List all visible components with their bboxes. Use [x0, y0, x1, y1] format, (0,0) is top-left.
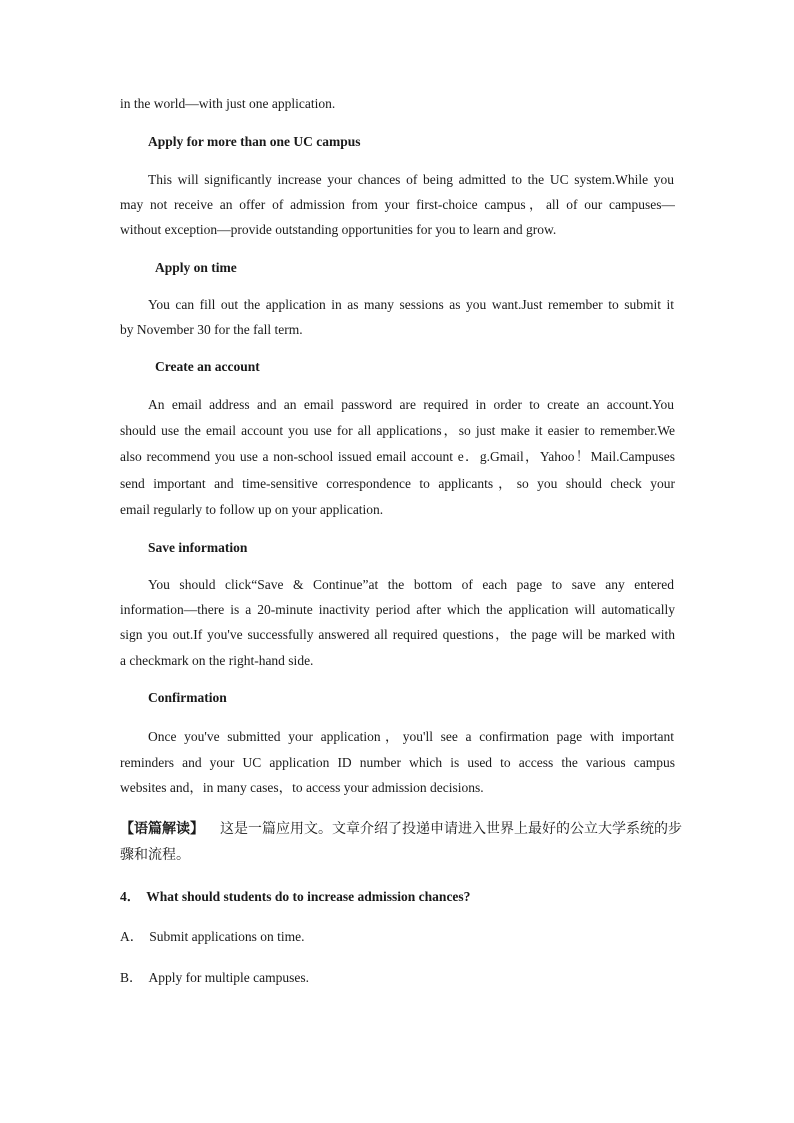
paragraph-line: without exception—provide outstanding opportunities for you to learn and grow.	[120, 222, 557, 237]
section-heading-save: Save information	[148, 540, 248, 555]
paragraph-line: by November 30 for the fall term.	[120, 322, 303, 337]
section-heading-confirmation: Confirmation	[148, 690, 227, 705]
option-a	[120, 928, 305, 946]
paragraph-line: You should click“Save & Continue”at the bottom of each page to save any entered	[148, 577, 674, 592]
section-heading-account: Create an account	[155, 359, 260, 374]
paragraph-line: email regularly to follow up on your application.	[120, 502, 384, 517]
paragraph-line: This will significantly increase your chances of being admitted to the UC system.While you	[148, 172, 674, 187]
paragraph-line: a checkmark on the right-hand side.	[120, 653, 314, 668]
section-heading-on-time: Apply on time	[155, 260, 237, 275]
paragraph-line: may not receive an offer of admission from your first-choice campus，all of our campuses—	[120, 197, 675, 212]
paragraph-line: You can fill out the application in as many sessions as you want.Just remember to submit it	[148, 297, 674, 312]
analysis-tag: 【语篇解读】	[120, 821, 204, 837]
option-letter: B．	[120, 970, 143, 985]
question-text: What should students do to increase admission chances?	[146, 889, 471, 904]
paragraph-line: An email address and an email password are required in order to create an account.You	[148, 397, 674, 412]
paragraph-line: reminders and your UC application ID number which is used to access the various campus	[120, 755, 675, 770]
analysis-text-cont: 骤和流程。	[120, 847, 190, 863]
paragraph-line: should use the email account you use for all applications，so just make it easier to remember.We	[120, 423, 675, 438]
question-number: 4．	[120, 889, 141, 904]
analysis-text: 这是一篇应用文。文章介绍了投递申请进入世界上最好的公立大学系统的步	[220, 821, 682, 837]
question-4	[120, 888, 470, 906]
paragraph-line: also recommend you use a non-school issued email account e．g.Gmail，Yahoo！Mail.Campuses	[120, 449, 675, 464]
paragraph-line: websites and，in many cases，to access your admission decisions.	[120, 780, 484, 795]
option-letter: A．	[120, 929, 144, 944]
paragraph-line: send important and time-sensitive correspondence to applicants，so you should check your	[120, 476, 675, 491]
option-b	[120, 969, 309, 987]
paragraph-line: sign you out.If you've successfully answered all required questions，the page will be marked with	[120, 627, 675, 642]
paragraph-line: Once you've submitted your application，you'll see a confirmation page with important	[148, 729, 674, 744]
option-text: Submit applications on time.	[149, 929, 305, 944]
analysis-block	[120, 820, 682, 838]
section-heading-campuses: Apply for more than one UC campus	[148, 134, 361, 149]
option-text: Apply for multiple campuses.	[148, 970, 309, 985]
intro-tail: in the world—with just one application.	[120, 96, 336, 111]
paragraph-line: information—there is a 20-minute inactivity period after which the application will automatically	[120, 602, 675, 617]
